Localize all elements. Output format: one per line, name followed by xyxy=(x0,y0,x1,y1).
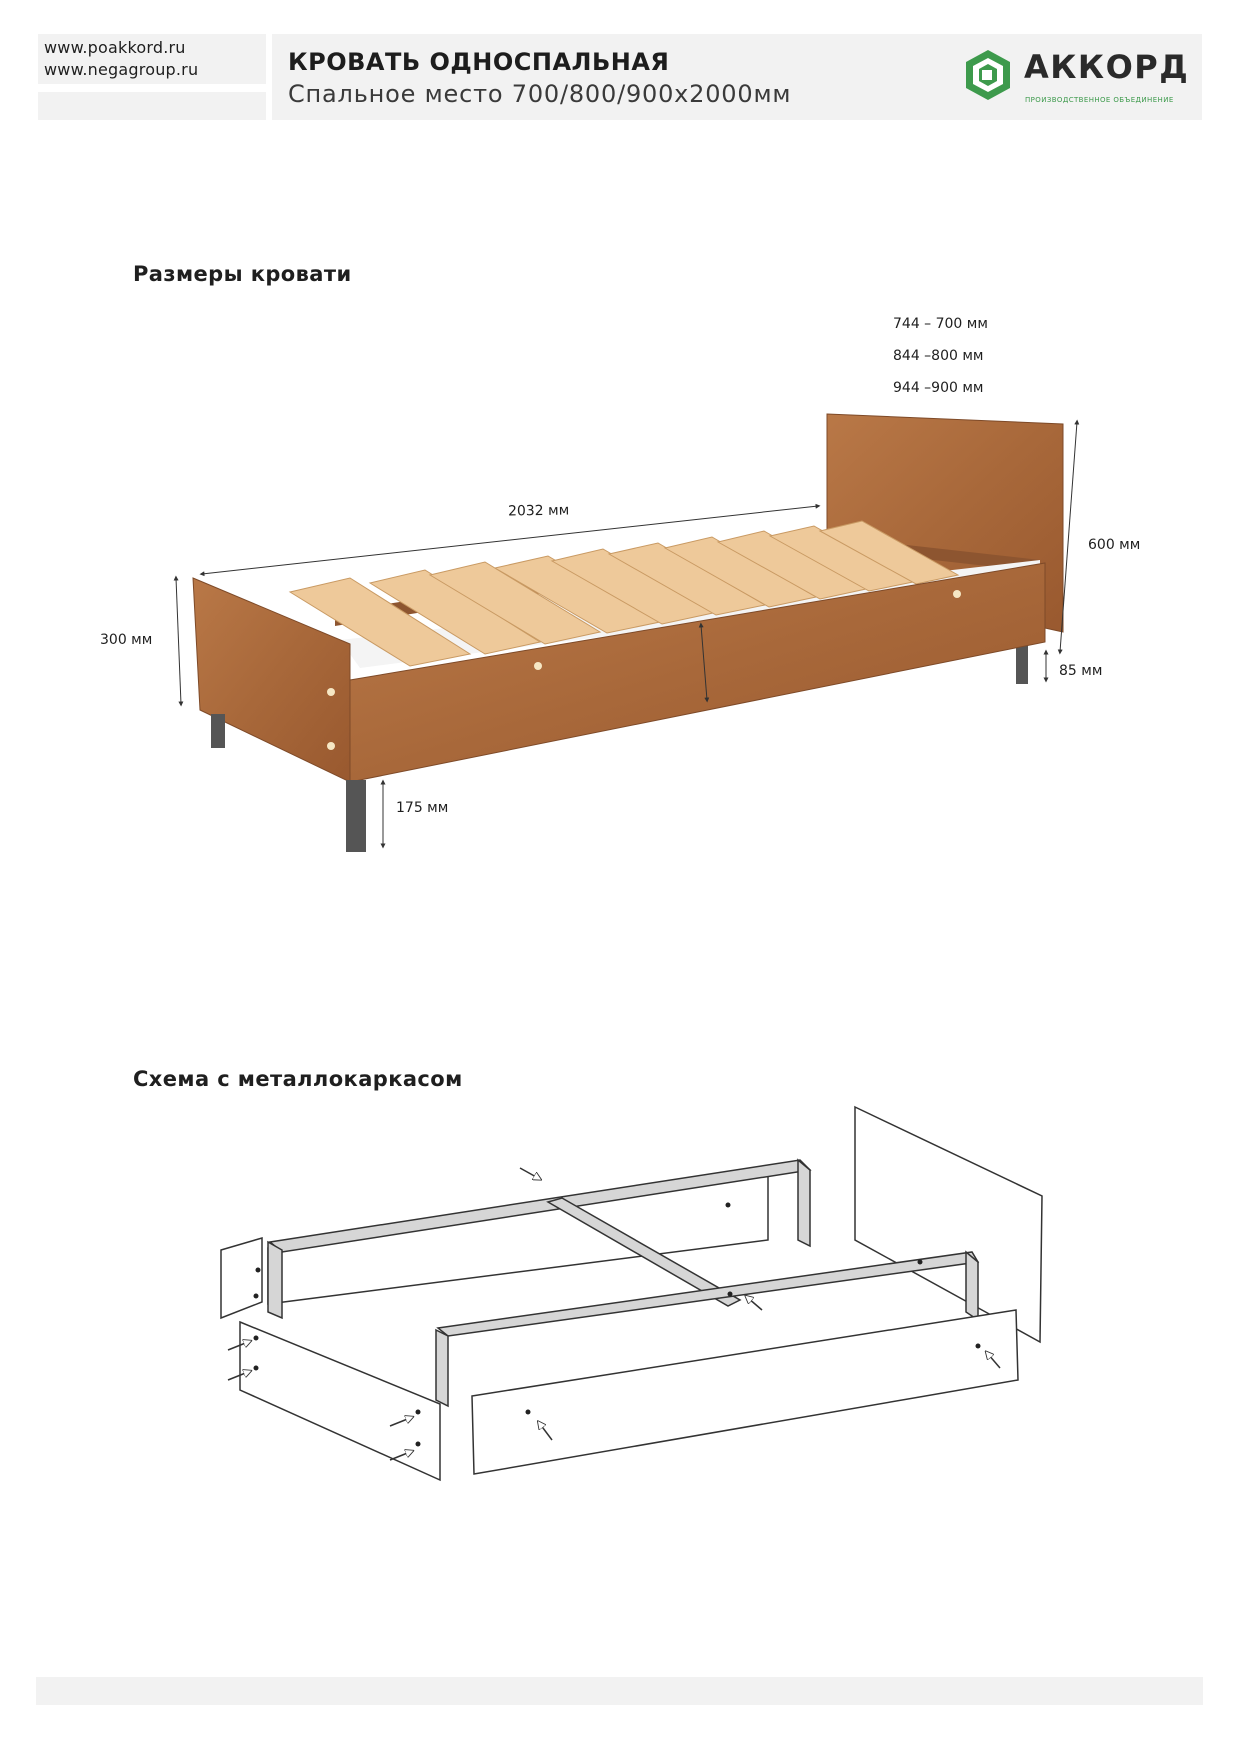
footer-bar xyxy=(36,1677,1203,1705)
footboard-height-label: 300 мм xyxy=(100,632,153,648)
section-title-frame: Схема с металлокаркасом xyxy=(133,1067,463,1091)
foot-panel-back xyxy=(221,1238,262,1318)
near-side-panel xyxy=(472,1310,1018,1474)
headboard-leg-label: 85 мм xyxy=(1059,663,1103,679)
length-label: 2032 мм xyxy=(507,502,570,520)
document-subtitle: Спальное место 700/800/900х2000мм xyxy=(288,80,792,108)
leg-height-label: 175 мм xyxy=(396,800,449,816)
head-panel xyxy=(855,1107,1042,1342)
website-link-poakkord[interactable]: www.poakkord.ru xyxy=(44,38,186,57)
width-label-700: 744 – 700 мм xyxy=(893,316,988,332)
section-title-dimensions: Размеры кровати xyxy=(133,262,352,286)
brand-tagline: ПРОИЗВОДСТВЕННОЕ ОБЪЕДИНЕНИЕ xyxy=(1025,96,1174,104)
brand-name: АККОРД xyxy=(1024,48,1190,86)
width-label-900: 944 –900 мм xyxy=(893,380,984,396)
website-link-negagroup[interactable]: www.negagroup.ru xyxy=(44,60,199,79)
foot-panel xyxy=(240,1322,440,1480)
headboard-height-label: 600 мм xyxy=(1088,537,1141,553)
metal-post-near-left xyxy=(436,1330,448,1406)
metal-post-far-left xyxy=(268,1242,282,1318)
metal-post-far-right xyxy=(798,1160,810,1246)
metal-post-near-right xyxy=(966,1252,978,1320)
document-title: КРОВАТЬ ОДНОСПАЛЬНАЯ xyxy=(288,48,670,76)
width-label-800: 844 –800 мм xyxy=(893,348,984,364)
